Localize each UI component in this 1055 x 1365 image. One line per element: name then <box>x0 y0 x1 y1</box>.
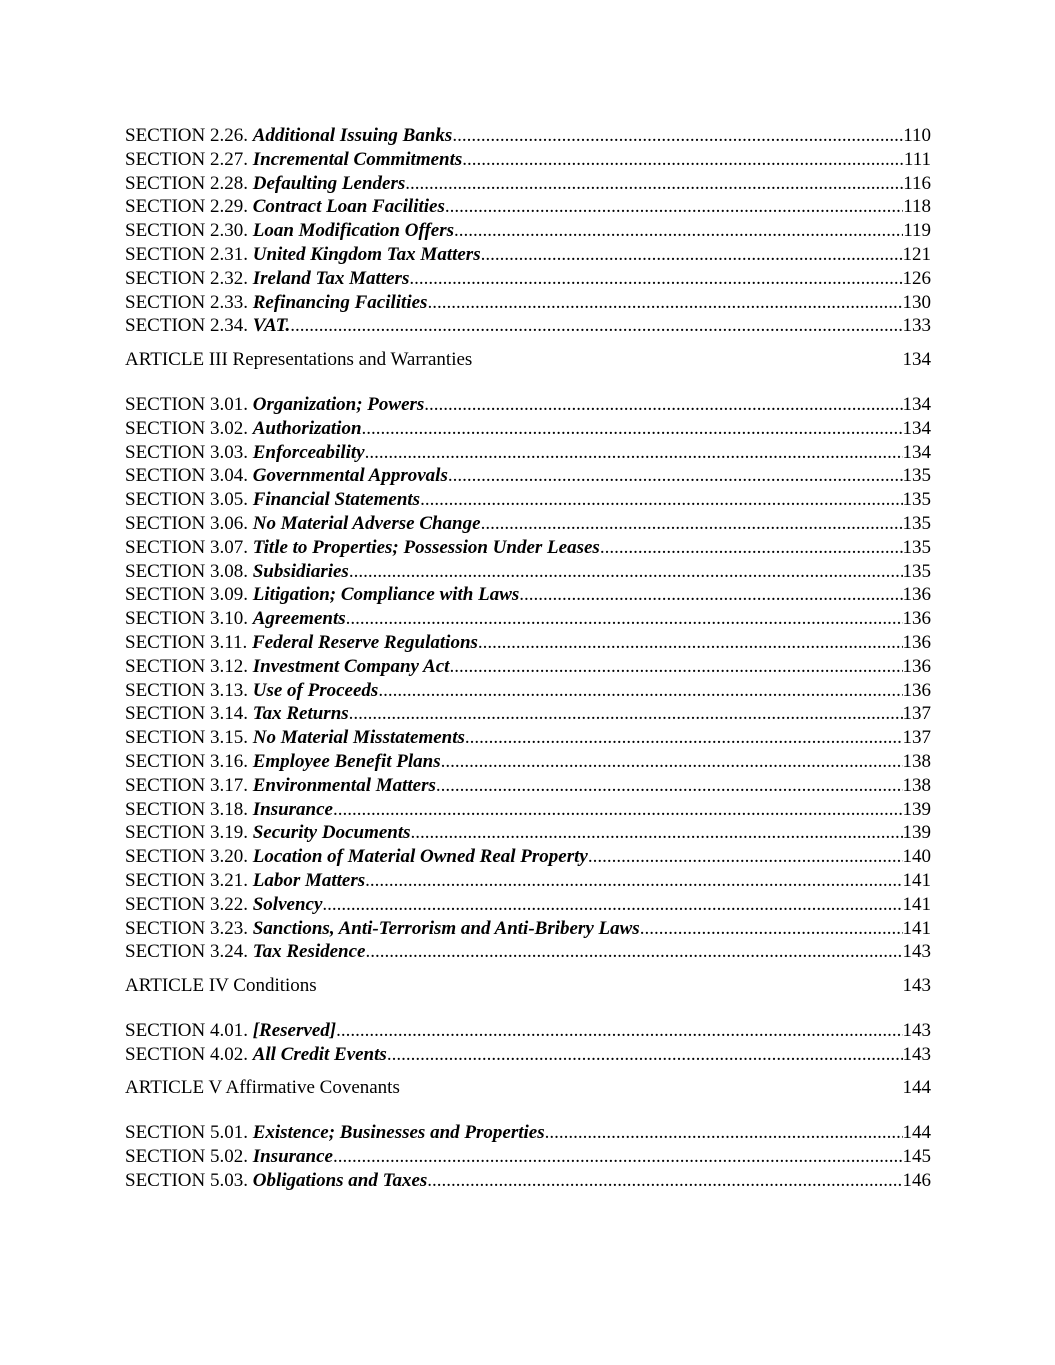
section-page-number: 130 <box>902 291 931 313</box>
dot-leader <box>452 124 903 148</box>
section-page-number: 136 <box>902 655 931 677</box>
article-heading[interactable] <box>125 1076 931 1100</box>
section-title: Insurance <box>252 1146 333 1168</box>
section-number: SECTION 2.30. <box>125 220 248 242</box>
section-number: SECTION 2.27. <box>125 148 248 170</box>
section-title: Security Documents <box>252 822 411 844</box>
section-page-number: 138 <box>902 750 931 772</box>
section-number: SECTION 3.14. <box>125 703 248 725</box>
section-page-number: 119 <box>903 220 931 242</box>
section-number: SECTION 5.02. <box>125 1146 248 1168</box>
toc-entry[interactable] <box>125 655 931 679</box>
dot-leader <box>346 607 903 631</box>
section-page-number: 134 <box>902 393 931 415</box>
section-number: SECTION 3.06. <box>125 512 248 534</box>
toc-entry[interactable] <box>125 314 931 338</box>
section-page-number: 118 <box>903 196 931 218</box>
section-number: SECTION 2.32. <box>125 267 248 289</box>
dot-leader <box>365 441 903 465</box>
article-heading[interactable] <box>125 348 931 372</box>
section-number: SECTION 5.03. <box>125 1169 248 1191</box>
toc-entry[interactable] <box>125 798 931 822</box>
section-number: SECTION 3.18. <box>125 798 248 820</box>
section-number: SECTION 3.15. <box>125 727 248 749</box>
dot-leader <box>519 583 902 607</box>
dot-leader <box>378 679 902 703</box>
dot-leader <box>448 464 903 488</box>
section-number: SECTION 3.17. <box>125 774 248 796</box>
dot-leader <box>365 869 902 893</box>
section-page-number: 141 <box>902 893 931 915</box>
toc-entry[interactable] <box>125 148 931 172</box>
section-title: Location of Material Owned Real Property <box>252 846 588 868</box>
dot-leader <box>462 148 904 172</box>
section-number: SECTION 3.10. <box>125 608 248 630</box>
section-number: SECTION 3.23. <box>125 917 248 939</box>
dot-leader <box>481 243 903 267</box>
section-page-number: 143 <box>902 1019 931 1041</box>
section-page-number: 137 <box>902 727 931 749</box>
section-page-number: 146 <box>902 1169 931 1191</box>
section-number: SECTION 4.01. <box>125 1019 248 1041</box>
section-title: Use of Proceeds <box>252 679 379 701</box>
section-title: Incremental Commitments <box>252 148 463 170</box>
toc-entry[interactable] <box>125 560 931 584</box>
dot-leader <box>427 291 902 315</box>
article-label: ARTICLE IV Conditions <box>125 975 317 997</box>
section-page-number: 116 <box>903 172 931 194</box>
section-title: Contract Loan Facilities <box>252 196 445 218</box>
section-title: Refinancing Facilities <box>252 291 428 313</box>
section-title: Governmental Approvals <box>252 465 448 487</box>
section-page-number: 140 <box>902 846 931 868</box>
section-number: SECTION 2.28. <box>125 172 248 194</box>
dot-leader <box>545 1121 903 1145</box>
toc-entry[interactable] <box>125 869 931 893</box>
section-title: United Kingdom Tax Matters <box>252 243 481 265</box>
section-number: SECTION 3.02. <box>125 417 248 439</box>
section-number: SECTION 2.31. <box>125 243 248 265</box>
article-page-number: 144 <box>902 1077 931 1099</box>
section-page-number: 139 <box>902 822 931 844</box>
section-list <box>125 1019 931 1067</box>
section-title: Federal Reserve Regulations <box>252 631 478 653</box>
section-title: Employee Benefit Plans <box>252 750 441 772</box>
dot-leader <box>427 1169 902 1193</box>
section-page-number: 139 <box>902 798 931 820</box>
section-number: SECTION 3.05. <box>125 489 248 511</box>
section-number: SECTION 3.24. <box>125 941 248 963</box>
section-title: Obligations and Taxes <box>252 1169 428 1191</box>
section-title: Tax Returns <box>252 703 349 725</box>
dot-leader <box>424 393 902 417</box>
toc-entry[interactable] <box>125 172 931 196</box>
dot-leader <box>349 702 903 726</box>
section-page-number: 137 <box>902 703 931 725</box>
section-number: SECTION 5.01. <box>125 1122 248 1144</box>
dot-leader <box>441 750 903 774</box>
dot-leader <box>481 512 903 536</box>
section-page-number: 136 <box>902 631 931 653</box>
toc-entry[interactable] <box>125 243 931 267</box>
article-label: ARTICLE V Affirmative Covenants <box>125 1077 400 1099</box>
dot-leader <box>588 845 903 869</box>
toc-entry[interactable] <box>125 750 931 774</box>
section-page-number: 136 <box>902 608 931 630</box>
section-page-number: 135 <box>902 512 931 534</box>
section-title: Financial Statements <box>252 489 421 511</box>
dot-leader <box>465 726 903 750</box>
section-title: Defaulting Lenders <box>252 172 406 194</box>
section-number: SECTION 3.12. <box>125 655 248 677</box>
section-number: SECTION 2.26. <box>125 125 248 146</box>
toc-entry[interactable] <box>125 917 931 941</box>
toc-entry[interactable] <box>125 774 931 798</box>
toc-entry[interactable] <box>125 607 931 631</box>
toc-entry[interactable] <box>125 1043 931 1067</box>
dot-leader <box>409 267 902 291</box>
section-number: SECTION 3.08. <box>125 560 248 582</box>
dot-leader <box>454 219 903 243</box>
section-title: No Material Misstatements <box>252 727 465 749</box>
section-title: Enforceability <box>252 441 365 463</box>
toc-entry[interactable] <box>125 726 931 750</box>
section-title: VAT. <box>252 315 291 337</box>
section-title: Tax Residence <box>252 941 366 963</box>
section-title: Insurance <box>252 798 333 820</box>
article-page-number: 143 <box>902 975 931 997</box>
toc-entry[interactable] <box>125 536 931 560</box>
toc-entry[interactable] <box>125 267 931 291</box>
section-page-number: 136 <box>902 584 931 606</box>
toc-entry[interactable] <box>125 821 931 845</box>
section-title: All Credit Events <box>252 1043 387 1065</box>
dot-leader <box>333 1145 903 1169</box>
toc-entry[interactable] <box>125 845 931 869</box>
section-title: Additional Issuing Banks <box>252 125 453 146</box>
section-page-number: 144 <box>902 1122 931 1144</box>
dot-leader <box>333 798 903 822</box>
dot-leader <box>420 488 902 512</box>
section-number: SECTION 3.22. <box>125 893 248 915</box>
section-title: Ireland Tax Matters <box>252 267 410 289</box>
section-number: SECTION 3.04. <box>125 465 248 487</box>
section-page-number: 143 <box>902 1043 931 1065</box>
dot-leader <box>449 655 902 679</box>
article-page-number: 134 <box>902 349 931 371</box>
section-title: Sanctions, Anti-Terrorism and Anti-Bribery Laws <box>252 917 640 939</box>
toc-entry[interactable] <box>125 291 931 315</box>
section-page-number: 134 <box>902 417 931 439</box>
article-label: ARTICLE III Representations and Warranties <box>125 349 473 371</box>
toc-entry[interactable] <box>125 631 931 655</box>
section-page-number: 133 <box>902 315 931 337</box>
section-page-number: 141 <box>902 869 931 891</box>
toc-entry[interactable] <box>125 702 931 726</box>
section-title: Title to Properties; Possession Under Leases <box>252 536 600 558</box>
section-number: SECTION 3.11. <box>125 631 248 653</box>
dot-leader <box>640 917 903 941</box>
article-heading[interactable] <box>125 974 931 998</box>
toc-entry[interactable] <box>125 464 931 488</box>
section-title: Solvency <box>252 893 323 915</box>
dot-leader <box>349 560 903 584</box>
section-number: SECTION 2.29. <box>125 196 248 218</box>
section-title: Investment Company Act <box>252 655 450 677</box>
dot-leader <box>436 774 903 798</box>
section-number: SECTION 3.03. <box>125 441 248 463</box>
section-number: SECTION 2.34. <box>125 315 248 337</box>
section-page-number: 141 <box>902 917 931 939</box>
section-title: Loan Modification Offers <box>252 220 454 242</box>
toc-entry[interactable] <box>125 893 931 917</box>
dot-leader <box>366 940 903 964</box>
section-title: Existence; Businesses and Properties <box>252 1122 545 1144</box>
dot-leader <box>478 631 903 655</box>
section-title: Litigation; Compliance with Laws <box>252 584 520 606</box>
toc-entry[interactable] <box>125 219 931 243</box>
section-page-number: 135 <box>902 560 931 582</box>
dot-leader <box>411 821 903 845</box>
section-page-number: 135 <box>902 536 931 558</box>
section-number: SECTION 3.01. <box>125 393 248 415</box>
section-list <box>125 393 931 964</box>
dot-leader <box>290 314 902 338</box>
dot-leader <box>405 172 903 196</box>
toc-entry[interactable] <box>125 417 931 441</box>
toc-entry[interactable] <box>125 488 931 512</box>
section-title: Labor Matters <box>252 869 366 891</box>
section-number: SECTION 3.19. <box>125 822 248 844</box>
section-title: Subsidiaries <box>252 560 349 582</box>
toc-entry[interactable] <box>125 1169 931 1193</box>
section-number: SECTION 4.02. <box>125 1043 248 1065</box>
dot-leader <box>362 417 903 441</box>
section-title: Organization; Powers <box>252 393 425 415</box>
section-title: No Material Adverse Change <box>252 512 481 534</box>
section-page-number: 110 <box>903 125 931 146</box>
section-number: SECTION 2.33. <box>125 291 248 313</box>
section-list <box>125 124 931 338</box>
toc-entry[interactable] <box>125 679 931 703</box>
toc-entry[interactable] <box>125 512 931 536</box>
section-title: [Reserved] <box>252 1019 337 1041</box>
toc-entry[interactable] <box>125 1019 931 1043</box>
dot-leader <box>387 1043 903 1067</box>
toc-entry[interactable] <box>125 1145 931 1169</box>
table-of-contents <box>125 124 931 1193</box>
toc-entry[interactable] <box>125 441 931 465</box>
section-number: SECTION 3.20. <box>125 846 248 868</box>
toc-entry[interactable] <box>125 393 931 417</box>
section-page-number: 135 <box>902 489 931 511</box>
section-number: SECTION 3.16. <box>125 750 248 772</box>
dot-leader <box>336 1019 902 1043</box>
section-title: Authorization <box>252 417 362 439</box>
toc-entry[interactable] <box>125 195 931 219</box>
dot-leader <box>322 893 902 917</box>
section-page-number: 121 <box>902 243 931 265</box>
section-page-number: 135 <box>902 465 931 487</box>
section-page-number: 111 <box>903 148 931 170</box>
toc-entry[interactable] <box>125 124 931 148</box>
section-page-number: 136 <box>902 679 931 701</box>
section-page-number: 138 <box>902 774 931 796</box>
toc-entry[interactable] <box>125 583 931 607</box>
section-title: Environmental Matters <box>252 774 436 796</box>
section-list <box>125 1121 931 1192</box>
section-page-number: 143 <box>902 941 931 963</box>
section-number: SECTION 3.21. <box>125 869 248 891</box>
section-title: Agreements <box>252 608 346 630</box>
toc-entry[interactable] <box>125 1121 931 1145</box>
toc-entry[interactable] <box>125 940 931 964</box>
section-number: SECTION 3.07. <box>125 536 248 558</box>
section-page-number: 126 <box>902 267 931 289</box>
dot-leader <box>600 536 903 560</box>
section-page-number: 145 <box>902 1146 931 1168</box>
dot-leader <box>445 195 903 219</box>
section-page-number: 134 <box>902 441 931 463</box>
section-number: SECTION 3.09. <box>125 584 248 606</box>
section-number: SECTION 3.13. <box>125 679 248 701</box>
